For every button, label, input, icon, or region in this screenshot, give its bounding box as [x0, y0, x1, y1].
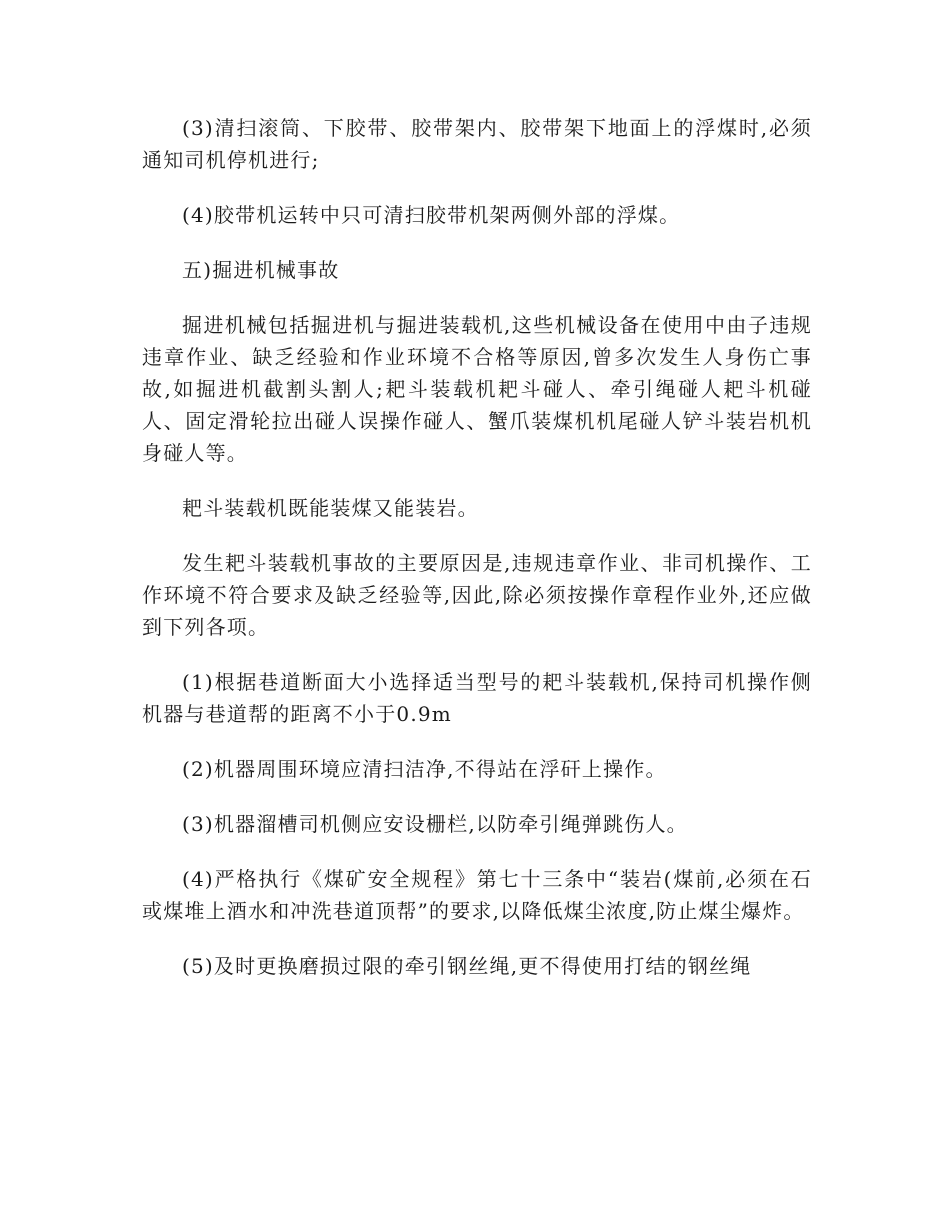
- paragraph-item-1: (1)根据巷道断面大小选择适当型号的耙斗装载机,保持司机操作侧机器与巷道帮的距离不小于0.9m: [142, 670, 812, 726]
- paragraph-excavation-machinery: 掘进机械包括掘进机与掘进装载机,这些机械设备在使用中由子违规违章作业、缺乏经验和作业环境不合格等原因,曾多次发生人身伤亡事故,如掘进机截割头割人;耙斗装载机耙斗碰人、牵引绳碰人耙斗机碰人、固定滑轮拉出碰人误操作碰人、蟹爪装煤机机尾碰人铲斗装岩机机身碰人等。: [142, 313, 812, 465]
- paragraph-item-5: (5)及时更换磨损过限的牵引钢丝绳,更不得使用打结的钢丝绳: [182, 954, 752, 978]
- paragraph-item-3: (3)机器溜槽司机侧应安设栅栏,以防牵引绳弹跳伤人。: [182, 812, 688, 836]
- paragraph-item-2: (2)机器周围环境应清扫洁净,不得站在浮矸上操作。: [182, 757, 667, 781]
- paragraph-rake-loader: 耙斗装载机既能装煤又能装岩。: [182, 496, 479, 520]
- paragraph-accident-causes: 发生耙斗装载机事故的主要原因是,违规违章作业、非司机操作、工作环境不符合要求及缺乏经验等,因此,除必须按操作章程作业外,还应做到下列各项。: [142, 551, 812, 639]
- section-heading-excavation-accidents: 五)掘进机械事故: [182, 258, 340, 282]
- paragraph-item-4: (4)严格执行《煤矿安全规程》第七十三条中“装岩(煤前,必须在石或煤堆上酒水和冲洗巷道顶帮”的要求,以降低煤尘浓度,防止煤尘爆炸。: [142, 867, 812, 923]
- document-page: [142, 112, 812, 982]
- paragraph-belt-running: (4)胶带机运转中只可清扫胶带机架两侧外部的浮煤。: [182, 203, 681, 227]
- paragraph-cleaning-rollers: (3)清扫滚筒、下胶带、胶带架内、胶带架下地面上的浮煤时,必须通知司机停机进行;: [142, 116, 812, 172]
